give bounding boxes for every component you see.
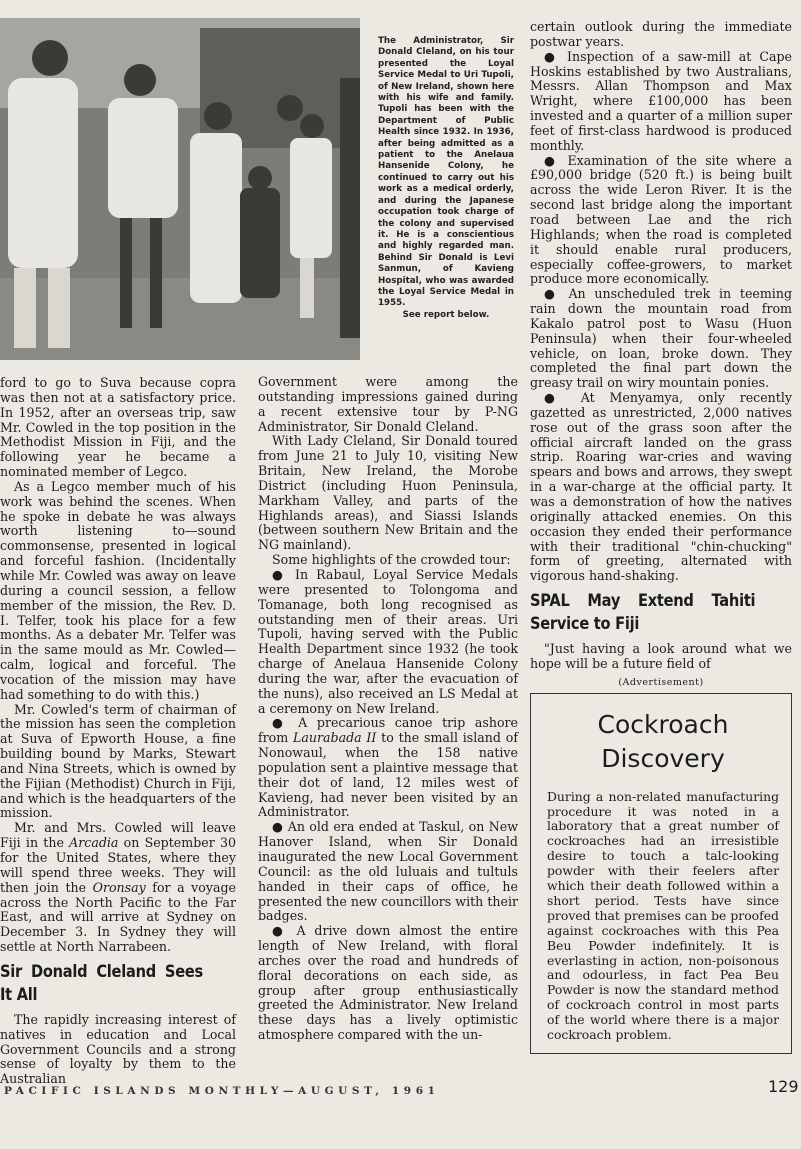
paragraph: ● A drive down almost the entire length of New Ireland, with floral arches over the road and hundreds of floral decorations on each side, as group after group enthusiastically greeted the Administrator. New Ireland these days has a lively optimistic atmosphere compared with the un- (258, 923, 518, 1043)
paragraph: Government were among the outstanding impressions gained during a recent extensive tour by P-NG Administrator, Sir Donald Cleland. (258, 374, 518, 434)
ship-name: Laurabada II (293, 730, 377, 746)
caption-text: The Administrator, Sir Donald Cleland, on his tour presented the Loyal Service Medal to Uri Tupoli, of New Ireland, shown here with his wife and family. Tupoli has been with the Department of Public Health since 1932. In 1936, after being admitted as a patient to the Anelaua Hansenide Colony, he continued to carry out his work as a medical orderly, and during the Japanese occupation took charge of the colony and supervised it. He is a conscientious and highly regarded man. Behind Sir Donald is Levi Sanmun, of Kavieng Hospital, who was awarded the Loyal Service Medal in 1955. (378, 36, 514, 309)
paragraph: Mr. Cowled's term of chairman of the mission has seen the completion at Suva of Epworth House, a fine building bound by Marks, Stewart and Nina Streets, which is owned by the Fijian (Methodist) Church in Fiji, and which is the headquarters of the mission. (0, 701, 236, 821)
column-2 (258, 375, 518, 1043)
text-run: ● A precarious canoe trip ashore from (258, 715, 518, 746)
paragraph (258, 716, 518, 820)
paragraph: certain outlook during the immediate postwar years. (530, 19, 792, 49)
column-1 (0, 376, 236, 1087)
paragraph: As a Legco member much of his work was behind the scenes. When he spoke in debate he was always worth listening to—sound commonsense, presented in logical and forceful fashion. (Incidentally while Mr. Cowled was away on leave during a council session, a fellow member of the mission, the Rev. D. I. Telfer, took his place for a few months. As a debater Mr. Telfer was in the same mould as Mr. Cowled—calm, logical and forceful. The vocation of the mission may have had something to do with this.) (0, 478, 236, 702)
paragraph: ● An old era ended at Taskul, on New Hanover Island, when Sir Donald inaugurated the new Local Government Council: as the old luluais and tultuls handed in their caps of office, he presented the new councillors with their badges. (258, 819, 518, 924)
paragraph: ● At Menyamya, only recently gazetted as unrestricted, 2,000 natives rose out of the grass soon after the official aircraft landed on the grass strip. Roaring war-cries and waving spears and bows and arrows, they swept in a war-charge at the official party. It was a demonstration of how the natives originally attacked enemies. On this occasion they ended their performance with their traditional "chin-chucking" form of greeting, alternated with vigorous hand-shaking. (530, 390, 792, 584)
text-run: on September 30 for the United States, where they will spend three weeks. They will then join the (0, 835, 236, 895)
article-heading: Sir Donald Cleland Sees It All (0, 961, 203, 1005)
running-footer: PACIFIC ISLANDS MONTHLY—AUGUST, 1961 (4, 1085, 440, 1097)
advertisement-box (530, 693, 792, 1054)
text-run: to the small island of Nonowaul, when the 158 native population sent a plaintive message that their dot of land, 12 miles west of Kavieng, had never been visited by an Administrator. (258, 730, 518, 820)
photo-caption (378, 36, 514, 321)
paragraph: ● Examination of the site where a £90,000 bridge (520 ft.) is being built across the wide Leron River. It is the second last bridge along the important road between Lae and the rich Highlands; when the road is completed it should enable rural producers, especially coffee-growers, to market produce more economically. (530, 152, 792, 287)
paragraph: "Just having a look around what we hope will be a future field of (530, 641, 792, 671)
photograph (0, 18, 360, 360)
caption-see-report: See report below. (402, 309, 490, 320)
paragraph: ● An unscheduled trek in teeming rain down the mountain road from Kakalo patrol post to Wasu (Huon Peninsula) when their four-wheeled vehicle, on loan, broke down. They completed the final part down the greasy trail on wiry mountain ponies. (530, 286, 792, 391)
paragraph (0, 821, 236, 955)
advertisement-body: During a non-related manufacturing procedure it was noted in a laboratory that a great number of cockroaches had an irresistible desire to touch a talc-looking powder with their feelers after which their death followed within a short period. Tests have since proved that premises can be proofed against cockroaches with this Pea Beu Powder indefinitely. It is everlasting in action, non-poisonous and odourless, in fact Pea Beu Powder is now the standard method of cockroach control in most parts of the world where there is a major cockroach problem. (547, 788, 779, 1043)
advertisement-title: Cockroach Discovery (597, 709, 729, 773)
text-run: for a voyage across the North Pacific to the Far East, and will arrive at Sydney on December 3. In Sydney they will settle at North Narrabeen. (0, 879, 236, 955)
paragraph: Some highlights of the crowded tour: (272, 552, 511, 568)
paragraph: ● In Rabaul, Loyal Service Medals were presented to Tolongoma and Tomanage, both long recognised as outstanding men of their areas. Uri Tupoli, having served with the Public Health Department since 1932 (he took charge of Anelaua Hansenide Colony during the war, after the evacuation of the nuns), also received an LS Medal at a ceremony on New Ireland. (258, 566, 518, 716)
column-3 (530, 20, 792, 1054)
text-run: Mr. and Mrs. Cowled will leave Fiji in the (0, 820, 236, 851)
photo-illustration (0, 18, 360, 360)
paragraph: The rapidly increasing interest of natives in education and Local Government Councils and a strong sense of loyalty by them to the Australian (0, 1011, 236, 1087)
paragraph: With Lady Cleland, Sir Donald toured from June 21 to July 10, visiting New Britain, New Ireland, the Morobe District (including Huon Peninsula, Markham Valley, and parts of the Highlands areas), and Siassi Islands (between southern New Britain and the NG mainland). (258, 433, 518, 553)
ship-name: Arcadia (69, 835, 119, 851)
article-heading: SPAL May Extend Tahiti Service to Fiji (530, 591, 756, 635)
paragraph: ● Inspection of a saw-mill at Cape Hoskins established by two Australians, Messrs. Allan Thompson and Max Wright, where £100,000 has been invested and a quarter of a million super feet of first-class hardwood is produced monthly. (530, 48, 792, 153)
paragraph: ford to go to Suva because copra was then not at a satisfactory price. In 1952, after an overseas trip, saw Mr. Cowled in the top position in the Methodist Mission in Fiji, and the following year he became a nominated member of Legco. (0, 375, 236, 480)
ship-name: Oronsay (92, 879, 146, 895)
page-number: 129 (768, 1077, 799, 1096)
advertisement-label: (Advertisement) (618, 676, 704, 688)
